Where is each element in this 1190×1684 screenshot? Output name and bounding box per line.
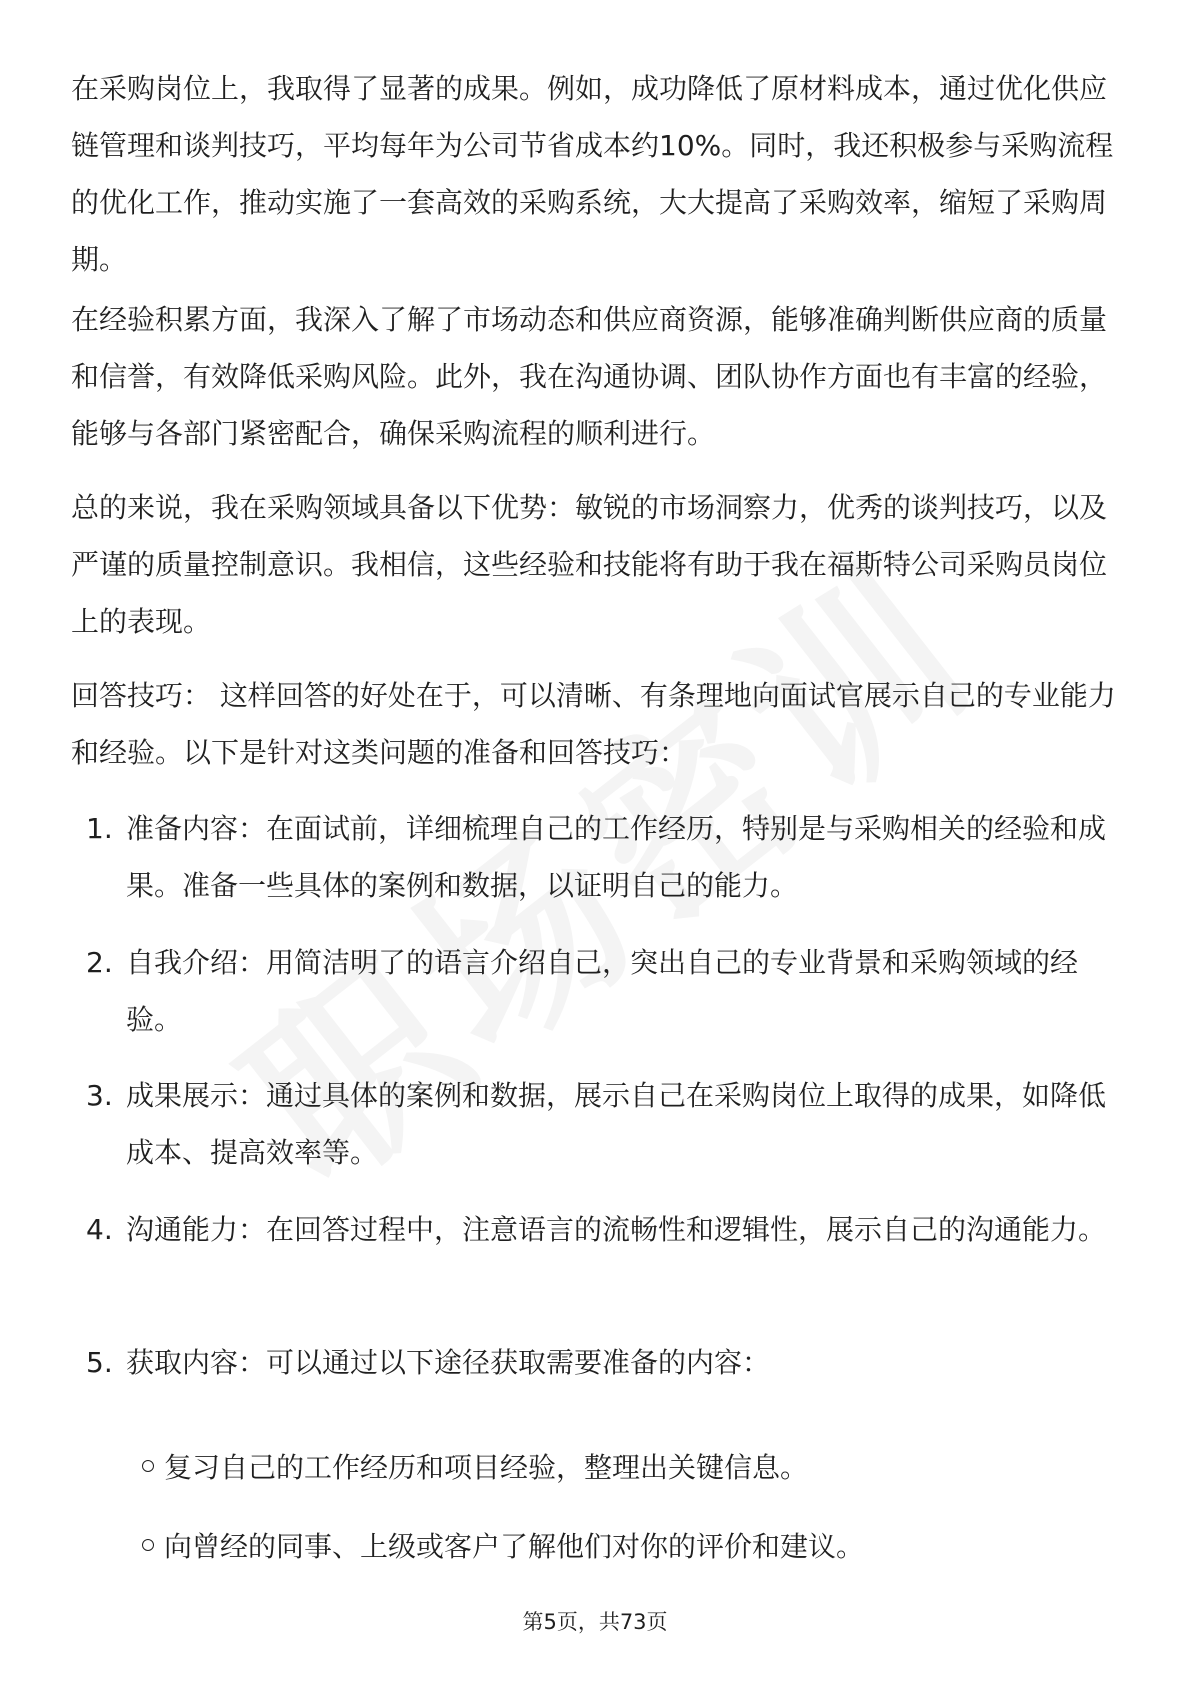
paragraph-achievements: 在采购岗位上，我取得了显著的成果。例如，成功降低了原材料成本，通过优化供应链管理和谈判技巧，平均每年为公司节省成本约10%。同时，我还积极参与采购流程的优化工作，推动实施了一套高效的采购系统，大大提高了采购效率，缩短了采购周期。 [71, 72, 1114, 276]
list-item [71, 934, 1121, 1048]
list-number: 3. [86, 1079, 113, 1112]
list-number: 5. [86, 1346, 113, 1379]
list-number: 2. [86, 946, 113, 979]
list-item [71, 1067, 1121, 1181]
list-item [71, 1201, 1121, 1258]
list-item-text: 准备内容：在面试前，详细梳理自己的工作经历，特别是与采购相关的经验和成果。准备一些具体的案例和数据，以证明自己的能力。 [126, 812, 1107, 902]
list-number: 4. [86, 1213, 113, 1246]
paragraph-summary: 总的来说，我在采购领域具备以下优势：敏锐的市场洞察力，优秀的谈判技巧，以及严谨的质量控制意识。我相信，这些经验和技能将有助于我在福斯特公司采购员岗位上的表现。 [71, 491, 1108, 638]
sub-list-item-text: 向曾经的同事、上级或客户了解他们对你的评价和建议。 [164, 1530, 865, 1563]
list-item-text: 获取内容：可以通过以下途径获取需要准备的内容： [126, 1346, 771, 1379]
hollow-bullet-icon [142, 1539, 154, 1551]
list-item-text: 自我介绍：用简洁明了的语言介绍自己，突出自己的专业背景和采购领域的经验。 [126, 946, 1079, 1036]
hollow-bullet-icon [142, 1460, 154, 1472]
paragraph-answer-tips: 回答技巧： 这样回答的好处在于，可以清晰、有条理地向面试官展示自己的专业能力和经验。以下是针对这类问题的准备和回答技巧： [71, 679, 1116, 769]
list-item-text: 成果展示：通过具体的案例和数据，展示自己在采购岗位上取得的成果，如降低成本、提高效率等。 [126, 1079, 1107, 1169]
list-number: 1. [86, 812, 113, 845]
list-item-text: 沟通能力：在回答过程中，注意语言的流畅性和逻辑性，展示自己的沟通能力。 [126, 1213, 1107, 1246]
paragraph-experience: 在经验积累方面，我深入了解了市场动态和供应商资源，能够准确判断供应商的质量和信誉，有效降低采购风险。此外，我在沟通协调、团队协作方面也有丰富的经验，能够与各部门紧密配合，确保采购流程的顺利进行。 [71, 303, 1108, 450]
sub-list-item [142, 1527, 1122, 1567]
list-item [71, 800, 1121, 914]
page-number-footer: 第5页，共73页 [522, 1610, 668, 1634]
list-item [71, 1334, 1121, 1391]
sub-list-item [142, 1448, 1122, 1488]
sub-list-item-text: 复习自己的工作经历和项目经验，整理出关键信息。 [164, 1451, 809, 1484]
